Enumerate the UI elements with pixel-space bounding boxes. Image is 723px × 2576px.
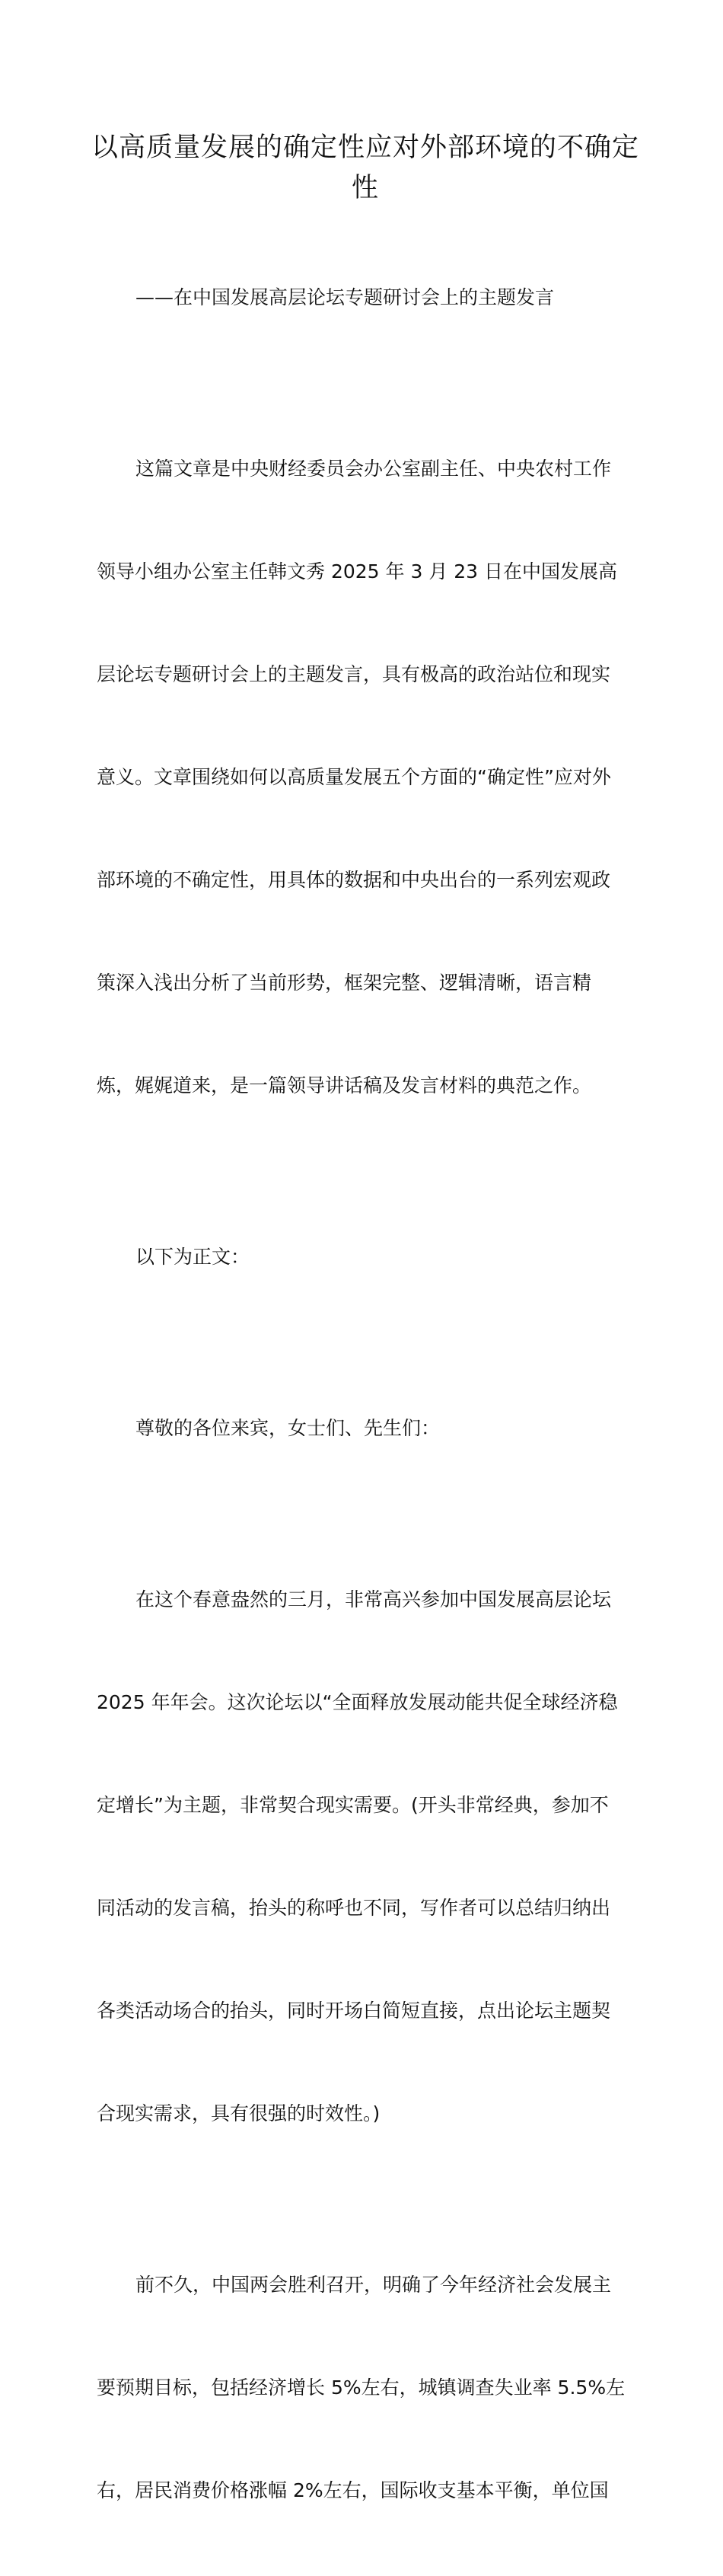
text-line: 部环境的不确定性，用具体的数据和中央出台的一系列宏观政 [97,869,611,891]
paragraph-1 [97,1514,634,2199]
subtitle-text: ——在中国发展高层论坛专题研讨会上的主题发言 [135,286,555,308]
text-line: 层论坛专题研讨会上的主题发言，具有极高的政治站位和现实 [97,663,611,685]
salutation-text: 尊敬的各位来宾，女士们、先生们： [135,1417,441,1439]
subtitle [97,212,634,383]
lead-in-text: 以下为正文： [135,1246,250,1268]
lead-in [97,1171,634,1342]
paragraph-2 [97,2199,634,2576]
text-line: 这篇文章是中央财经委员会办公室副主任、中央农村工作 [135,458,612,480]
text-line: 各类活动场合的抬头，同时开场白简短直接，点出论坛主题契 [97,2000,611,2022]
salutation [97,1342,634,1514]
text-line: 2025 年年会。这次论坛以“全面释放发展动能共促全球经济稳 [97,1691,618,1713]
text-line: 策深入浅出分析了当前形势，框架完整、逻辑清晰，语言精 [97,972,592,994]
text-line: 要预期目标，包括经济增长 5%左右，城镇调查失业率 5.5%左 [97,2376,626,2399]
text-line: 炼，娓娓道来，是一篇领导讲话稿及发言材料的典范之作。 [97,1074,592,1096]
text-line: 合现实需求，具有很强的时效性。) [97,2102,381,2124]
document-body [97,212,634,2576]
text-line: 定增长”为主题，非常契合现实需要。(开头非常经典，参加不 [97,1794,609,1816]
document-title [84,128,647,209]
title-line-2: 性 [351,173,379,203]
text-line: 意义。文章围绕如何以高质量发展五个方面的“确定性”应对外 [97,766,611,788]
text-line: 领导小组办公室主任韩文秀 2025 年 3 月 23 日在中国发展高 [97,560,618,583]
intro-paragraph [97,383,634,1171]
text-line: 右，居民消费价格涨幅 2%左右，国际收支基本平衡，单位国 [97,2479,609,2501]
text-line: 同活动的发言稿，抬头的称呼也不同，写作者可以总结归纳出 [97,1897,611,1919]
text-line: 在这个春意盎然的三月，非常高兴参加中国发展高层论坛 [135,1588,612,1610]
title-line-1: 以高质量发展的确定性应对外部环境的不确定 [91,132,639,163]
text-line: 前不久，中国两会胜利召开，明确了今年经济社会发展主 [135,2274,612,2296]
